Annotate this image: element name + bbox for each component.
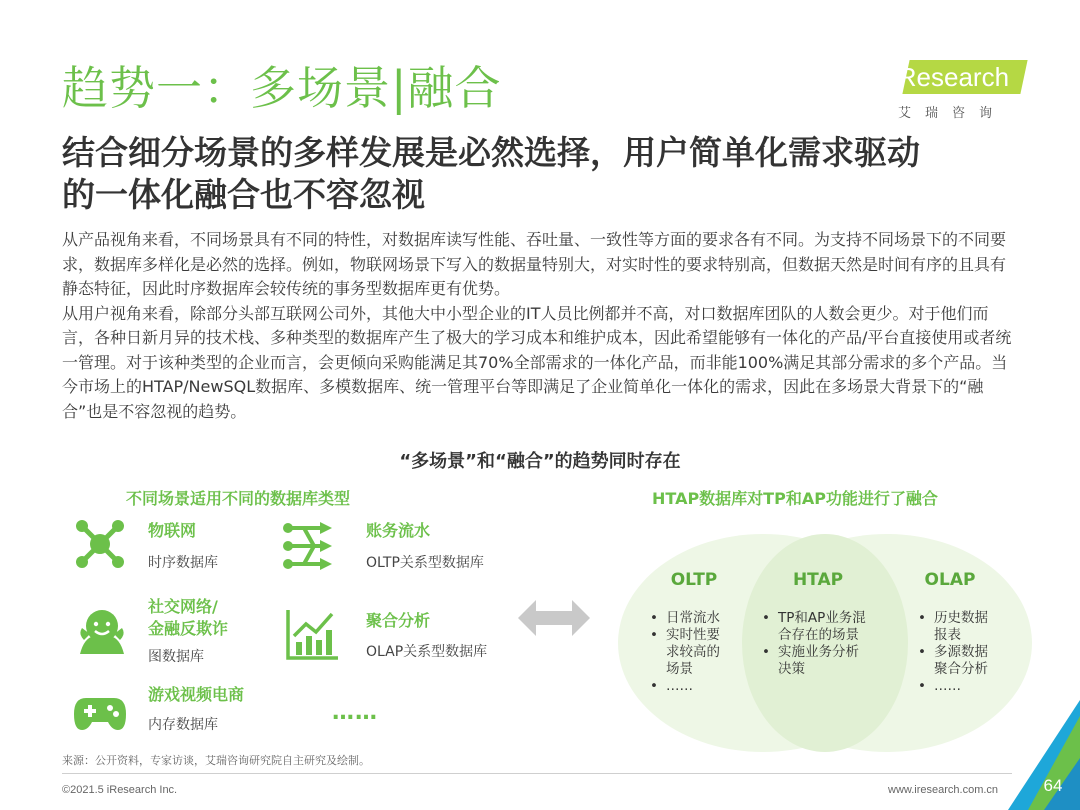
list-item: • 实施业务分析 决策	[760, 644, 866, 678]
oltp-label: OLTP	[670, 570, 718, 590]
page-title: 趋势一：多场景|融合	[62, 61, 502, 115]
list-item: • ……	[648, 678, 720, 695]
scenario-name-aggregation: 聚合分析	[366, 611, 431, 630]
subtitle-line-2: 的一体化融合也不容忽视	[62, 175, 425, 214]
person-hands-icon	[74, 604, 130, 660]
scenario-name-social-text: 社交网络/ 金融反欺诈	[148, 597, 229, 638]
list-item: • 多源数据 聚合分析	[916, 644, 988, 678]
scenarios-heading: 不同场景适用不同的数据库类型	[126, 489, 351, 508]
body-text	[62, 228, 1020, 424]
scenario-db-iot: 时序数据库	[148, 555, 218, 571]
website-url: www.iresearch.com.cn	[888, 784, 999, 796]
subtitle-line-1: 结合细分场景的多样发展是必然选择，用户简单化需求驱动	[62, 133, 920, 172]
iresearch-logo	[892, 58, 1027, 123]
list-item: • 日常流水	[648, 610, 720, 627]
list-item: • TP和AP业务混 合存在的场景	[760, 610, 866, 644]
logo-brand-cn: 艾瑞咨询	[898, 106, 1007, 121]
htap-list	[760, 610, 866, 678]
page-number: 64	[1043, 776, 1063, 795]
gamepad-icon	[72, 684, 128, 740]
copyright: ©2021.5 iResearch Inc.	[62, 784, 178, 796]
scenario-db-accounting: OLTP关系型数据库	[366, 555, 484, 571]
scenario-db-aggregation: OLAP关系型数据库	[366, 644, 488, 660]
flow-arrows-icon	[280, 518, 336, 574]
oltp-list	[648, 610, 720, 695]
list-item: • ……	[916, 678, 988, 695]
olap-list	[916, 610, 988, 695]
olap-label: OLAP	[924, 570, 976, 590]
paragraph-product-view: 从产品视角来看，不同场景具有不同的特性，对数据库读写性能、吞吐量、一致性等方面的要求各有不同。为支持不同场景下的不同要求，数据库多样化是必然的选择。例如，物联网场景下写入的数据量特别大，对实时性的要求特别高，但数据天然是时间有序的且具有静态特征，因此时序数据库会较传统的事务型数据库更有优势。	[62, 230, 1007, 298]
bar-chart-icon	[284, 606, 340, 662]
more-scenarios: ……	[332, 700, 378, 725]
htap-heading: HTAP数据库对TP和AP功能进行了融合	[652, 489, 938, 508]
network-nodes-icon	[72, 516, 128, 572]
list-item: • 历史数据 报表	[916, 610, 988, 644]
page-subtitle	[62, 132, 1022, 216]
source-note: 来源：公开资料，专家访谈，艾瑞咨询研究院自主研究及绘制。	[62, 754, 370, 767]
scenario-name-social	[148, 596, 228, 640]
scenario-db-games: 内存数据库	[148, 717, 218, 733]
diagram-title: “多场景”和“融合”的趋势同时存在	[399, 451, 681, 472]
scenario-name-games: 游戏视频电商	[148, 685, 245, 704]
scenario-db-social: 图数据库	[148, 649, 204, 665]
list-item: • 实时性要 求较高的 场景	[648, 627, 720, 678]
footer-divider	[62, 773, 1012, 774]
paragraph-user-view: 从用户视角来看，除部分头部互联网公司外，其他大中小型企业的IT人员比例都并不高，对口数据库团队的人数会更少。对于他们而言，各种日新月异的技术栈、多种类型的数据库产生了极大的学习成本和维护成本，因此希望能够有一体化的产品/平台直接使用或者统一管理。对于该种类型的企业而言，会更倾向采购能满足其70%全部需求的一体化产品，而非能100%满足其部分需求的多个产品。当今市场上的HTAP/NewSQL数据库、多模数据库、统一管理平台等即满足了企业简单化一体化的需求，因此在多场景大背景下的“融合”也是不容忽视的趋势。	[62, 303, 1012, 421]
double-arrow-icon	[518, 598, 590, 638]
scenario-name-iot: 物联网	[148, 521, 197, 540]
scenario-name-accounting: 账务流水	[366, 521, 431, 540]
htap-label: HTAP	[792, 570, 844, 590]
logo-brand: iResearch	[892, 62, 1010, 92]
